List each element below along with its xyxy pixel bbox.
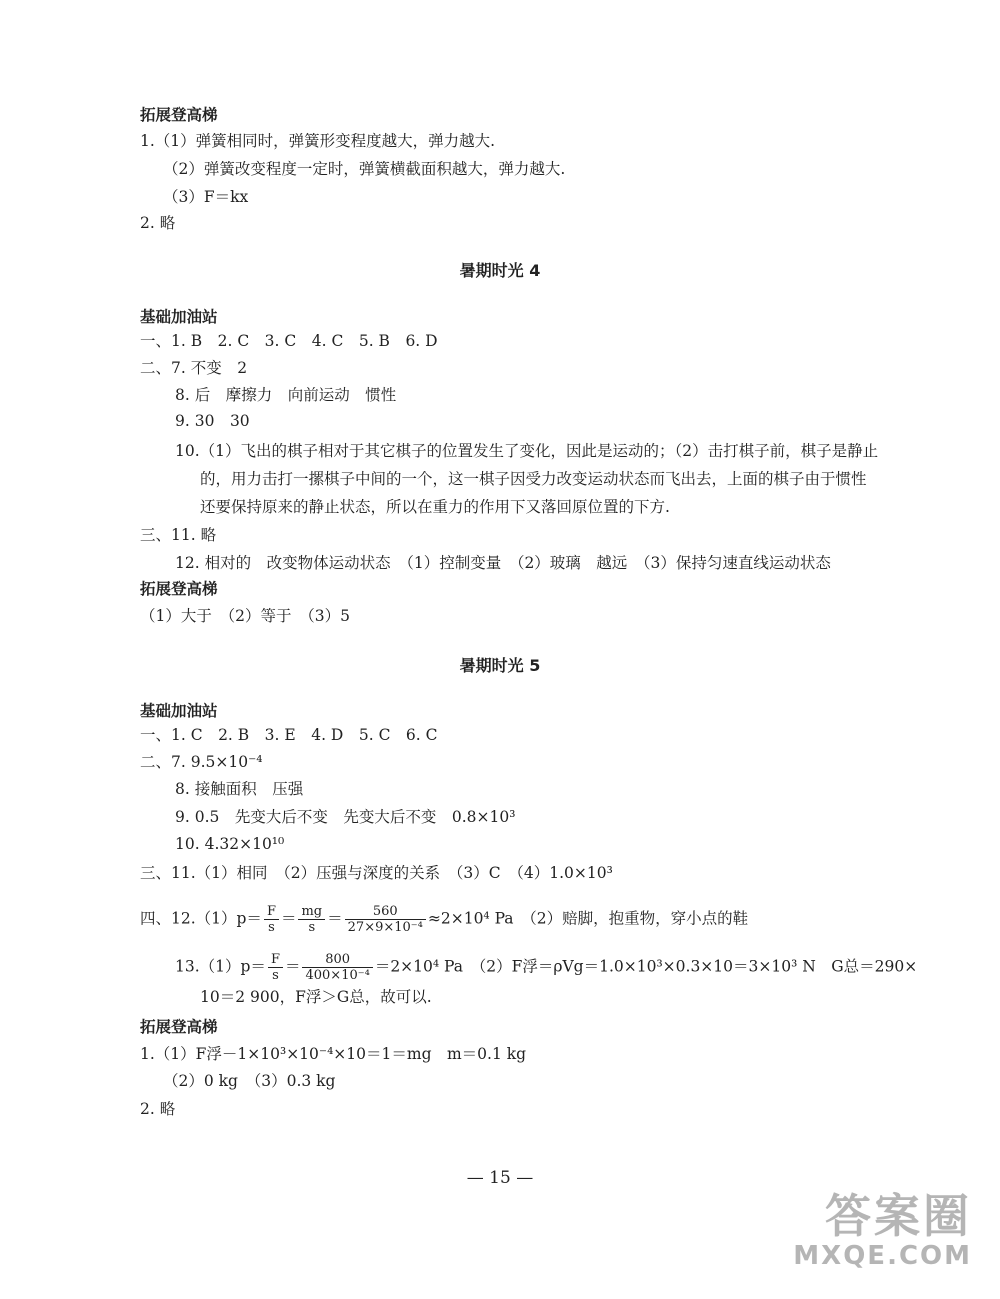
answer-line: 10. 4.32×10¹⁰ xyxy=(175,835,285,853)
eq13-prefix: 13.（1）p＝ xyxy=(175,957,266,976)
answer-line: 9. 30 30 xyxy=(175,412,250,430)
answer-line: 9. 0.5 先变大后不变 先变大后不变 0.8×10³ xyxy=(175,808,516,826)
eq12-fraction-1: $\frac{F}{s}$ xyxy=(264,904,279,935)
eq12-fraction-2: $\frac{mg}{s}$ xyxy=(298,904,325,935)
section-heading: 暑期时光 5 xyxy=(459,656,541,675)
answer-line: 10＝2 900，F浮＞G总，故可以. xyxy=(200,988,432,1006)
watermark-bottom: MXQE.COM xyxy=(793,1241,972,1271)
answer-line: 8. 后 摩擦力 向前运动 惯性 xyxy=(175,386,397,404)
subsection-heading: 拓展登高梯 xyxy=(140,580,218,598)
answer-line: （3）F＝kx xyxy=(163,188,249,206)
answer-line: 1.（1）弹簧相同时，弹簧形变程度越大，弹力越大. xyxy=(140,132,496,150)
watermark-logo xyxy=(793,1191,972,1271)
equation-13: 13.（1）p＝ $\frac{F}{s}$ ＝ $\frac{800}{\text{400×10⁻⁴}}$ ＝2×10⁴ Pa （2）F浮＝ρVg＝1.0×10³×0.3×10＝3×10³ N G总＝290× xyxy=(175,952,918,983)
eq13-fraction-1: $\frac{F}{s}$ xyxy=(268,952,283,983)
eq12-prefix: 四、12.（1）p＝ xyxy=(140,909,262,928)
answer-line: 三、11. 略 xyxy=(140,526,217,544)
answer-line: 12. 相对的 改变物体运动状态 （1）控制变量 （2）玻璃 越远 （3）保持匀速直线运动状态 xyxy=(175,554,831,572)
page-number: — 15 — xyxy=(466,1168,534,1188)
answer-line: 1.（1）F浮－1×10³×10⁻⁴×10＝1＝mg m＝0.1 kg xyxy=(140,1045,527,1063)
answer-line: （2）弹簧改变程度一定时，弹簧横截面积越大，弹力越大. xyxy=(163,160,566,178)
watermark-top: 答案圈 xyxy=(825,1189,972,1243)
answer-line: （2）0 kg （3）0.3 kg xyxy=(163,1072,336,1090)
equation-12: 四、12.（1）p＝ $\frac{F}{s}$ ＝ $\frac{mg}{s}$ ＝ $\frac{560}{\text{27×9×10⁻⁴}}$ ≈2×10⁴ Pa （2）赔脚，抱重物，穿小点的鞋 xyxy=(140,904,749,935)
answer-line: 一、1. C 2. B 3. E 4. D 5. C 6. C xyxy=(140,726,438,744)
subsection-heading: 基础加油站 xyxy=(140,702,218,720)
eq13-fraction-2: $\frac{800}{\text{400×10⁻⁴}}$ xyxy=(302,952,372,983)
answer-line: 二、7. 9.5×10⁻⁴ xyxy=(140,753,263,771)
subsection-heading: 拓展登高梯 xyxy=(140,1018,218,1036)
answer-line: 10.（1）飞出的棋子相对于其它棋子的位置发生了变化，因此是运动的；（2）击打棋子前，棋子是静止 xyxy=(175,442,879,460)
answer-line: 一、1. B 2. C 3. C 4. C 5. B 6. D xyxy=(140,332,438,350)
answer-line: （1）大于 （2）等于 （3）5 xyxy=(140,607,350,625)
subsection-heading: 拓展登高梯 xyxy=(140,106,218,124)
subsection-heading: 基础加油站 xyxy=(140,308,218,326)
answer-line: 三、11.（1）相同 （2）压强与深度的关系 （3）C （4）1.0×10³ xyxy=(140,864,613,882)
answer-line: 还要保持原来的静止状态，所以在重力的作用下又落回原位置的下方. xyxy=(200,498,670,516)
answer-line: 8. 接触面积 压强 xyxy=(175,780,304,798)
eq12-suffix: ≈2×10⁴ Pa （2）赔脚，抱重物，穿小点的鞋 xyxy=(427,909,749,928)
eq12-fraction-3: $\frac{560}{\text{27×9×10⁻⁴}}$ xyxy=(345,904,426,935)
answer-line: 2. 略 xyxy=(140,1100,176,1118)
answer-line: 2. 略 xyxy=(140,214,176,232)
eq13-suffix: ＝2×10⁴ Pa （2）F浮＝ρVg＝1.0×10³×0.3×10＝3×10³ N G总＝290× xyxy=(374,957,918,976)
answer-line: 二、7. 不变 2 xyxy=(140,359,248,377)
answer-line: 的，用力击打一摞棋子中间的一个，这一棋子因受力改变运动状态而飞出去，上面的棋子由于惯性 xyxy=(200,470,867,488)
section-heading: 暑期时光 4 xyxy=(459,261,541,280)
